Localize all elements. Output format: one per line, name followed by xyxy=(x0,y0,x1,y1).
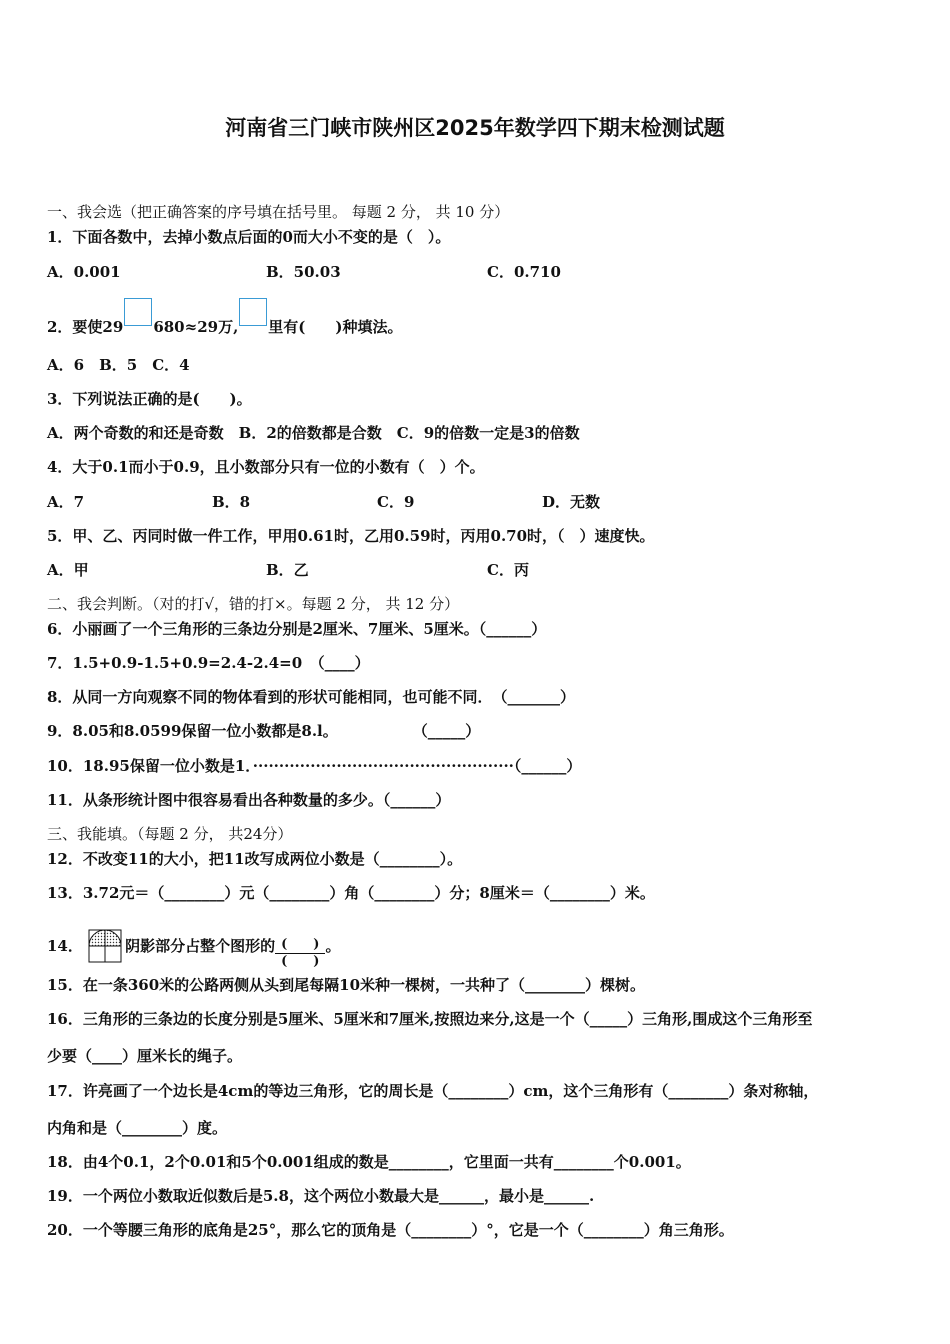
q14-text: 阴影部分占整个图形的 xyxy=(125,937,276,955)
q4-option-c: C．9 xyxy=(377,493,415,511)
q5-option-a: A．甲 xyxy=(47,561,89,579)
question-12: 12．不改变11的大小，把11改写成两位小数是（________）。 xyxy=(47,850,463,868)
fraction-answer xyxy=(275,937,325,970)
q14-end: 。 xyxy=(325,937,341,955)
question-9: 9．8.05和8.0599保留一位小数都是8.l。 （_____） xyxy=(47,722,481,740)
q5-option-b: B．乙 xyxy=(266,561,309,579)
question-2 xyxy=(47,308,403,337)
question-3: 3．下列说法正确的是( )。 xyxy=(47,390,252,408)
q2-text-2: 680≈29万, xyxy=(153,318,239,336)
q1-option-c: C．0.710 xyxy=(487,263,561,281)
shaded-square-figure xyxy=(88,929,122,963)
question-5: 5．甲、乙、丙同时做一件工作，甲用0.61时，乙用0.59时，丙用0.70时，（ ）速度快。 xyxy=(47,527,655,545)
q4-option-d: D．无数 xyxy=(542,493,601,511)
question-7: 7．1.5+0.9-1.5+0.9=2.4-2.4=0 （____） xyxy=(47,654,370,672)
question-20: 20．一个等腰三角形的底角是25°，那么它的顶角是（________）°，它是一个（________）角三角形。 xyxy=(47,1221,734,1239)
question-19: 19．一个两位小数取近似数后是5.8，这个两位小数最大是______，最小是______. xyxy=(47,1187,595,1205)
q5-option-c: C．丙 xyxy=(487,561,529,579)
q1-option-a: A．0.001 xyxy=(47,263,121,281)
question-8: 8．从同一方向观察不同的物体看到的形状可能相同，也可能不同． （_______） xyxy=(47,688,575,706)
question-15: 15．在一条360米的公路两侧从头到尾每隔10米种一棵树，一共种了（________）棵树。 xyxy=(47,976,646,994)
q2-options: A．6 B．5 C．4 xyxy=(47,356,190,374)
question-18: 18．由4个0.1，2个0.01和5个0.001组成的数是________，它里面一共有________个0.001。 xyxy=(47,1153,691,1171)
question-6: 6．小丽画了一个三角形的三条边分别是2厘米、7厘米、5厘米。（______） xyxy=(47,620,547,638)
q4-option-b: B．8 xyxy=(212,493,251,511)
question-1: 1．下面各数中，去掉小数点后面的0而大小不变的是（ ）。 xyxy=(47,228,451,246)
fraction-denominator: ( ) xyxy=(281,954,320,969)
blank-box xyxy=(124,298,152,326)
section-3-heading: 三、我能填。（每题 2 分， 共24分） xyxy=(47,825,293,843)
q14-label: 14． xyxy=(47,937,83,955)
question-16-line-2: 少要（____）厘米长的绳子。 xyxy=(47,1047,243,1065)
section-1-heading: 一、我会选（把正确答案的序号填在括号里。 每题 2 分， 共 10 分） xyxy=(47,203,510,221)
fraction-numerator: ( ) xyxy=(275,937,325,954)
section-2-heading: 二、我会判断。（对的打√，错的打×。每题 2 分， 共 12 分） xyxy=(47,595,460,613)
q2-text-3: 里有( )种填法。 xyxy=(268,318,403,336)
question-10: 10．18.95保留一位小数是1．··················································（______） xyxy=(47,757,582,775)
q3-options: A．两个奇数的和还是奇数 B．2的倍数都是合数 C．9的倍数一定是3的倍数 xyxy=(47,424,580,442)
q4-option-a: A．7 xyxy=(47,493,85,511)
question-11: 11．从条形统计图中很容易看出各种数量的多少。（______） xyxy=(47,791,451,809)
question-17-line-1: 17．许亮画了一个边长是4cm的等边三角形，它的周长是（________）cm，这个三角形有（________）条对称轴， xyxy=(47,1082,819,1100)
page-title: 河南省三门峡市陕州区2025年数学四下期末检测试题 xyxy=(225,116,725,140)
blank-box xyxy=(239,298,267,326)
question-14 xyxy=(47,929,340,970)
q2-text-1: 2．要使29 xyxy=(47,318,124,336)
question-16-line-1: 16．三角形的三条边的长度分别是5厘米、5厘米和7厘米,按照边来分,这是一个（_____）三角形,围成这个三角形至 xyxy=(47,1010,813,1028)
q1-option-b: B．50.03 xyxy=(266,263,341,281)
question-13: 13．3.72元＝（________）元（________）角（________）分；8厘米＝（________）米。 xyxy=(47,884,655,902)
question-17-line-2: 内角和是（________）度。 xyxy=(47,1119,228,1137)
question-4: 4．大于0.1而小于0.9，且小数部分只有一位的小数有（ ）个。 xyxy=(47,458,485,476)
